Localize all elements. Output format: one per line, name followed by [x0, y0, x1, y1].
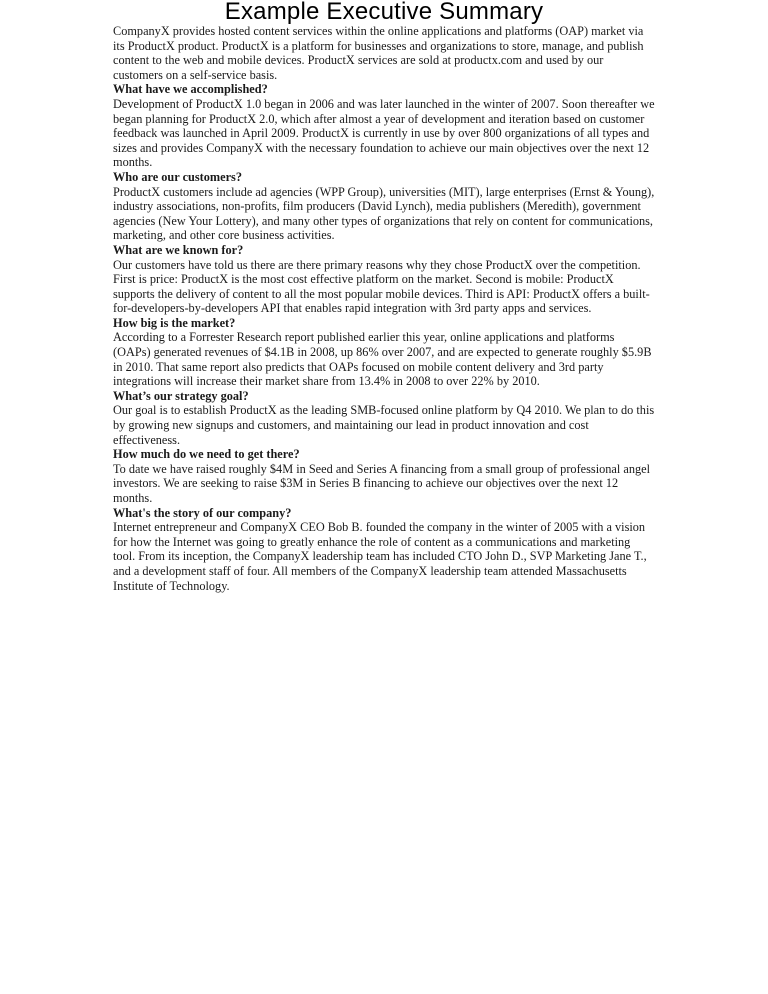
section-paragraph: ProductX customers include ad agencies (WPP Group), universities (MIT), large enterprises (Ernst & Young), industry associations, non-profits, film producers (David Lynch), media publishers (Meredith), government agencies (New Your Lottery), and many other types of organizations that rely on content for communications, marketing, and other core business activities. [113, 184, 655, 243]
section-paragraph: Development of ProductX 1.0 began in 2006 and was later launched in the winter of 2007. Soon thereafter we began planning for ProductX 2.0, which after almost a year of development and iteration based on customer feedback was launched in April 2009. ProductX is currently in use by over 800 organizations of all types and sizes and provides CompanyX with the necessary foundation to achieve our main objectives over the next 12 months. [113, 96, 655, 170]
section-heading: What are we known for? [113, 242, 244, 257]
section-known-for [113, 243, 655, 316]
section-heading: How much do we need to get there? [113, 447, 300, 462]
document-body [113, 24, 655, 593]
section-heading: What's the story of our company? [113, 505, 292, 520]
section-heading: What’s our strategy goal? [113, 388, 249, 403]
section-paragraph: According to a Forrester Research report published earlier this year, online applications and platforms (OAPs) generated revenues of $4.1B in 2008, up 86% over 2007, and are expected to generate roughly $5.9B in 2010. That same report also predicts that OAPs focused on mobile content delivery and 3rd party integrations will increase their market share from 13.4% in 2008 to over 22% by 2010. [113, 330, 652, 389]
section-customers [113, 170, 655, 243]
section-heading: How big is the market? [113, 315, 236, 330]
section-paragraph: To date we have raised roughly $4M in Seed and Series A financing from a small group of professional angel investors. We are seeking to raise $3M in Series B financing to achieve our objectives over the next 12 months. [113, 461, 650, 505]
section-paragraph: Our customers have told us there are there primary reasons why they chose ProductX over the competition. First is price: ProductX is the most cost effective platform on the market. Second is mobile: ProductX supports the delivery of content to all the most popular mobile devices. Third is API: ProductX offers a built-for-developers-by-developers API that enables rapid integration with 3rd party apps and services. [113, 257, 650, 316]
section-market-size [113, 316, 655, 389]
section-heading: Who are our customers? [113, 169, 242, 184]
section-accomplished [113, 82, 655, 170]
section-paragraph: Internet entrepreneur and CompanyX CEO Bob B. founded the company in the winter of 2005 with a vision for how the Internet was going to greatly enhance the role of content as a communications and marketing tool. From its inception, the CompanyX leadership team has included CTO John D., SVP Marketing Jane T., and a development staff of four. All members of the CompanyX leadership team attended Massachusetts Institute of Technology. [113, 520, 647, 593]
section-strategy-goal [113, 389, 655, 447]
section-company-story [113, 506, 655, 594]
section-heading: What have we accomplished? [113, 82, 268, 97]
section-paragraph: Our goal is to establish ProductX as the leading SMB-focused online platform by Q4 2010. We plan to do this by growing new signups and customers, and maintaining our lead in product innovation and cost effectiveness. [113, 403, 655, 447]
intro-paragraph: CompanyX provides hosted content services within the online applications and platforms (OAP) market via its ProductX product. ProductX is a platform for businesses and organizations to store, manage, and publish content to the web and mobile devices. ProductX services are sold at productx.com and used by our customers on a self-service basis. [113, 24, 644, 82]
document-title: Example Executive Summary [224, 0, 544, 25]
section-funding [113, 447, 655, 505]
